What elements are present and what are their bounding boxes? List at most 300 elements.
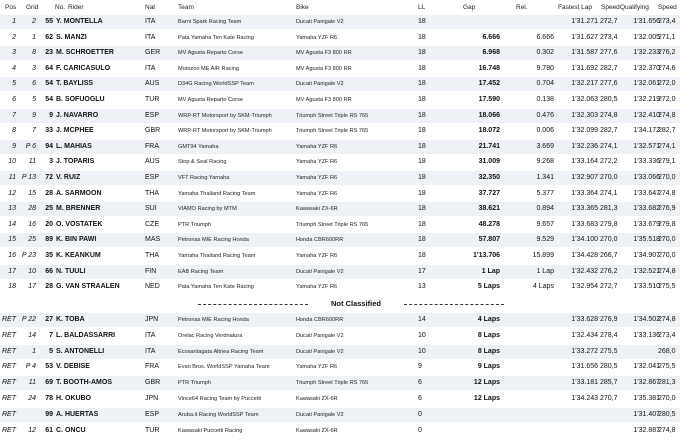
result-team: Yamaha Thailand Racing Team <box>178 190 256 197</box>
result-fastest: 1'31.627 <box>571 33 598 41</box>
result-bike: Yamaha YZF R6 <box>296 159 338 166</box>
dnf-speed: 280,5 <box>600 363 618 371</box>
dnf-qual: 1'35.381 <box>633 395 660 402</box>
result-rel: 9.780 <box>536 64 554 72</box>
dnf-team: Orelac Racing Verdnatura <box>178 332 243 339</box>
result-row <box>0 109 680 123</box>
result-nat: THA <box>145 252 159 259</box>
result-grid: 25 <box>28 236 36 244</box>
dnf-no: 99 <box>45 410 53 418</box>
result-pos: 6 <box>12 96 16 103</box>
result-bike: Honda CBR600RR <box>296 237 344 244</box>
result-grid: 10 <box>28 267 36 275</box>
dnf-team: Petronas MIE Racing Honda <box>178 317 249 323</box>
dnf-gap: 12 Laps <box>473 395 500 402</box>
dnf-qual: 1'31.407 <box>633 410 660 418</box>
dnf-fastest: 1'32.434 <box>571 331 598 339</box>
result-rider: L. MAHIAS <box>56 142 92 150</box>
dnf-qual: 1'34.502 <box>633 316 660 323</box>
result-pos: 17 <box>8 267 16 275</box>
dnf-ll: 6 <box>418 379 422 387</box>
result-speed: 272,7 <box>600 18 618 25</box>
dnf-nat: JPN <box>145 395 159 402</box>
dnf-bike: Kawasaki ZX-6R <box>296 396 338 402</box>
dnf-speed: 275,5 <box>600 347 618 355</box>
result-gap: 1 Lap <box>481 267 500 275</box>
result-rider: J. TOPARIS <box>56 158 95 166</box>
dnf-qual: 1'32.041 <box>633 363 660 371</box>
result-row <box>0 31 680 45</box>
result-row <box>0 171 680 185</box>
result-grid: 3 <box>32 64 36 72</box>
result-nat: GER <box>145 49 161 57</box>
result-ll: 18 <box>418 220 426 228</box>
result-team: Stop & Seal Racing <box>178 159 227 166</box>
dnf-grid: 24 <box>28 395 36 402</box>
result-fastest: 1'32.303 <box>571 111 598 119</box>
dnf-row <box>0 329 680 343</box>
result-team: WRP-RT Motorsport by SKM-Triumph <box>178 112 272 119</box>
dnf-pos: RET <box>2 426 16 434</box>
result-gap: 17.452 <box>478 80 500 88</box>
dnf-fastest: 1'33.272 <box>571 347 598 355</box>
result-speed: 274,1 <box>600 142 618 150</box>
result-rel: 1.341 <box>536 174 554 181</box>
result-ll: 18 <box>418 142 426 150</box>
result-fastest: 1'34.100 <box>571 236 598 244</box>
result-fastest: 1'32.432 <box>571 267 598 275</box>
result-no: 3 <box>49 158 53 166</box>
dnf-pos: RET <box>2 316 16 323</box>
result-pos: 1 <box>12 18 16 25</box>
dnf-pos: RET <box>2 347 16 355</box>
result-bike: Triumph Street Triple RS 765 <box>296 112 369 119</box>
dnf-grid: 1 <box>32 347 36 355</box>
header-bike: Bike <box>296 4 309 11</box>
dnf-team: Kawasaki Puccetti Racing <box>178 427 243 434</box>
dnf-no: 53 <box>45 363 53 371</box>
result-nat: ITA <box>145 33 156 41</box>
result-team: D34G Racing WorldSSP Team <box>178 81 254 88</box>
result-bike: Yamaha YZF R6 <box>296 143 338 150</box>
result-speed: 270,0 <box>600 174 618 181</box>
result-no: 54 <box>45 96 53 103</box>
result-grid: 2 <box>32 18 36 25</box>
result-bike: Yamaha YZF R6 <box>296 284 338 291</box>
result-no: 54 <box>45 80 53 88</box>
result-grid: 9 <box>32 111 36 119</box>
result-fastest: 1'34.428 <box>571 252 598 259</box>
result-speed: 273,4 <box>600 33 618 41</box>
result-nat: CZE <box>145 220 159 228</box>
dnf-rider: C. ONCU <box>56 426 86 434</box>
dnf-no: 78 <box>45 395 53 402</box>
result-speed: 276,2 <box>600 267 618 275</box>
result-ll: 18 <box>418 64 426 72</box>
result-rider: G. VAN STRAALEN <box>56 283 120 291</box>
result-qspeed: 274,8 <box>658 189 676 197</box>
header-rider: Rider <box>68 4 84 11</box>
dnf-gap: 9 Laps <box>477 363 500 371</box>
result-rel: 0.006 <box>536 127 554 135</box>
result-pos: 9 <box>12 142 16 150</box>
dnf-no: 27 <box>45 316 53 323</box>
result-fastest: 1'33.164 <box>571 158 598 166</box>
result-ll: 18 <box>418 96 426 103</box>
header-team: Team <box>178 4 194 11</box>
result-rider: S. MANZI <box>56 33 87 41</box>
divider-line-right <box>404 304 504 305</box>
result-qspeed: 270,0 <box>658 236 676 244</box>
result-nat: AUS <box>145 158 160 166</box>
result-pos: 3 <box>12 49 16 57</box>
result-qual: 1'34.172 <box>633 127 660 135</box>
result-rel: 0.138 <box>536 96 554 103</box>
dnf-rider: V. DEBISE <box>56 363 90 371</box>
result-qspeed: 282,7 <box>658 127 676 135</box>
result-team: Motozoo ME AIR Racing <box>178 65 239 72</box>
result-rel: 0.704 <box>536 80 554 88</box>
result-no: 89 <box>45 236 53 244</box>
result-qual: 1'33.066 <box>633 174 660 181</box>
result-ll: 18 <box>418 205 426 213</box>
dnf-gap: 12 Laps <box>473 379 500 387</box>
result-row <box>0 249 680 263</box>
result-fastest: 1'32.236 <box>571 142 598 150</box>
result-fastest: 1'32.063 <box>571 96 598 103</box>
dnf-ll: 0 <box>418 426 422 434</box>
result-rider: K. BIN PAWI <box>56 236 97 244</box>
header-speed: Speed <box>601 4 620 11</box>
header-ll: LL <box>418 4 426 11</box>
result-grid: P 6 <box>25 142 36 150</box>
result-fastest: 1'33.683 <box>571 220 598 228</box>
dnf-qual: 1'33.136 <box>633 331 660 339</box>
result-gap: 21.741 <box>478 142 500 150</box>
result-nat: FRA <box>145 142 159 150</box>
result-rider: M. BRENNER <box>56 205 101 213</box>
result-ll: 13 <box>418 283 426 291</box>
dnf-bike: Yamaha YZF R6 <box>296 364 338 371</box>
dnf-speed: 270,7 <box>600 395 618 402</box>
header-pos: Pos <box>5 4 17 11</box>
result-gap: 31.009 <box>478 158 500 166</box>
result-nat: NED <box>145 283 160 291</box>
result-fastest: 1'33.365 <box>571 205 598 213</box>
result-gap: 1'13.706 <box>473 252 500 259</box>
result-speed: 280,5 <box>600 96 618 103</box>
result-qual: 1'33.679 <box>633 220 660 228</box>
result-no: 33 <box>45 127 53 135</box>
result-nat: ESP <box>145 111 160 119</box>
dnf-ll: 14 <box>418 316 426 323</box>
dnf-no: 61 <box>45 426 53 434</box>
result-grid: 1 <box>32 33 36 41</box>
result-nat: AUS <box>145 80 160 88</box>
result-row <box>0 46 680 60</box>
dnf-bike: Kawasaki ZX-6R <box>296 427 338 434</box>
result-fastest: 1'32.907 <box>571 174 598 181</box>
dnf-qspeed: 281,3 <box>658 379 676 387</box>
result-row <box>0 62 680 76</box>
dnf-bike: Ducati Panigale V2 <box>296 348 344 355</box>
dnf-qual: 1'32.887 <box>633 426 660 434</box>
result-team: PTR Triumph <box>178 221 211 228</box>
result-rel: 6.666 <box>536 33 554 41</box>
result-rider: B. SOFUOGLU <box>56 96 105 103</box>
result-rider: N. TUULI <box>56 267 86 275</box>
header-fastest-lap: Fastest Lap <box>558 4 592 11</box>
dnf-nat: GBR <box>145 379 161 387</box>
dnf-no: 5 <box>49 347 53 355</box>
dnf-grid: 14 <box>28 331 36 339</box>
result-speed: 274,8 <box>600 111 618 119</box>
result-rider: T. BAYLISS <box>56 80 94 88</box>
dnf-gap: 8 Laps <box>477 331 500 339</box>
dnf-fastest: 1'31.656 <box>571 363 598 371</box>
result-team: GMT94 Yamaha <box>178 143 219 150</box>
result-gap: 6.968 <box>482 49 500 57</box>
result-speed: 272,7 <box>600 283 618 291</box>
result-speed: 277,6 <box>600 80 618 88</box>
result-bike: Yamaha YZF R6 <box>296 190 338 197</box>
result-no: 23 <box>45 49 53 57</box>
dnf-team: Evan Bros. WorldSSP Yamaha Team <box>178 364 270 371</box>
dnf-nat: ESP <box>145 410 160 418</box>
dnf-ll: 10 <box>418 331 426 339</box>
dnf-row <box>0 392 680 406</box>
result-grid: 6 <box>32 80 36 88</box>
dnf-no: 69 <box>45 379 53 387</box>
result-bike: Ducati Panigale V2 <box>296 268 344 275</box>
result-no: 72 <box>45 174 53 181</box>
result-ll: 18 <box>418 49 426 57</box>
result-rider: Y. MONTELLA <box>56 18 103 25</box>
result-gap: 17.590 <box>478 96 500 103</box>
result-rider: J. MCPHEE <box>56 127 94 135</box>
result-rider: O. VOSTATEK <box>56 220 103 228</box>
result-qual: 1'32.061 <box>633 80 660 88</box>
result-row <box>0 77 680 91</box>
dnf-grid: 12 <box>28 426 36 434</box>
result-rider: F. CARICASULO <box>56 64 111 72</box>
dnf-team: Aruba.it Racing WorldSSP Team <box>178 411 259 418</box>
result-ll: 17 <box>418 267 426 275</box>
dnf-fastest: 1'33.628 <box>571 316 598 323</box>
result-ll: 18 <box>418 80 426 88</box>
result-grid: 8 <box>32 49 36 57</box>
result-nat: ESP <box>145 174 160 181</box>
result-no: 66 <box>45 267 53 275</box>
result-speed: 277,6 <box>600 49 618 57</box>
result-nat: THA <box>145 189 159 197</box>
result-rider: M. SCHROETTER <box>56 49 114 57</box>
result-bike: Yamaha YZF R6 <box>296 34 338 41</box>
result-qspeed: 274,8 <box>658 111 676 119</box>
result-no: 25 <box>45 205 53 213</box>
result-pos: 15 <box>8 236 16 244</box>
result-qspeed: 279,8 <box>658 220 676 228</box>
result-pos: 12 <box>8 189 16 197</box>
result-row <box>0 155 680 169</box>
dnf-gap: 8 Laps <box>477 347 500 355</box>
result-pos: 5 <box>12 80 16 88</box>
result-qual: 1'32.410 <box>633 111 660 119</box>
result-fastest: 1'32.954 <box>571 283 598 291</box>
result-rider: J. NAVARRO <box>56 111 99 119</box>
result-row <box>0 187 680 201</box>
result-gap: 48.278 <box>478 220 500 228</box>
result-no: 55 <box>45 18 53 25</box>
result-gap: 5 Laps <box>477 283 500 291</box>
result-qual: 1'33.510 <box>633 283 660 291</box>
result-grid: 15 <box>28 189 36 197</box>
result-rel: 0.476 <box>536 111 554 119</box>
result-qual: 1'32.571 <box>633 142 660 150</box>
result-pos: 10 <box>8 158 16 166</box>
result-bike: Kawasaki ZX-6R <box>296 206 338 213</box>
result-qspeed: 273,4 <box>658 18 676 25</box>
result-ll: 18 <box>418 189 426 197</box>
result-speed: 266,7 <box>600 252 618 259</box>
dnf-bike: Ducati Panigale V2 <box>296 332 344 339</box>
dnf-bike: Honda CBR600RR <box>296 317 344 323</box>
result-pos: 8 <box>12 127 16 135</box>
dnf-rider: A. HUERTAS <box>56 410 99 418</box>
dnf-qspeed: 268,0 <box>658 347 676 355</box>
result-row <box>0 233 680 247</box>
result-ll: 18 <box>418 252 426 259</box>
header-no: No. <box>55 4 66 11</box>
result-nat: GBR <box>145 127 161 135</box>
result-no: 20 <box>45 220 53 228</box>
result-gap: 32.350 <box>478 174 500 181</box>
dnf-qspeed: 270,0 <box>658 395 676 402</box>
dnf-ll: 10 <box>418 347 426 355</box>
result-no: 9 <box>49 111 53 119</box>
dnf-row <box>0 376 680 390</box>
result-pos: 14 <box>8 220 16 228</box>
result-gap: 6.666 <box>482 33 500 41</box>
result-team: VFT Racing Yamaha <box>178 175 230 181</box>
dnf-row <box>0 360 680 374</box>
dnf-rider: S. ANTONELLI <box>56 347 105 355</box>
result-gap: 18.066 <box>478 111 500 119</box>
result-speed: 272,2 <box>600 158 618 166</box>
result-nat: FIN <box>145 267 157 275</box>
result-bike: Ducati Panigale V2 <box>296 81 344 88</box>
result-pos: 18 <box>8 283 16 291</box>
dnf-nat: ITA <box>145 331 156 339</box>
result-fastest: 1'31.271 <box>571 18 598 25</box>
result-rider: A. SARMOON <box>56 189 102 197</box>
result-grid: 5 <box>32 96 36 103</box>
dnf-no: 7 <box>49 331 53 339</box>
header-qualifying: Qualifying <box>620 4 649 11</box>
result-team: EAB Racing Team <box>178 268 224 275</box>
result-rel: 0.302 <box>536 49 554 57</box>
result-qspeed: 271,1 <box>658 33 676 41</box>
result-bike: MV Agusta F3 800 RR <box>296 65 352 72</box>
result-ll: 18 <box>418 236 426 244</box>
result-bike: Triumph Street Triple RS 765 <box>296 221 369 228</box>
result-team: WRP-RT Motorsport by SKM-Triumph <box>178 128 272 135</box>
dnf-speed: 276,9 <box>600 316 618 323</box>
result-pos: 13 <box>8 205 16 213</box>
dnf-qspeed: 273,4 <box>658 331 676 339</box>
result-ll: 18 <box>418 18 426 25</box>
divider-line-left <box>198 304 308 305</box>
result-grid: 16 <box>28 220 36 228</box>
result-row <box>0 140 680 154</box>
result-ll: 18 <box>418 174 426 181</box>
result-no: 62 <box>45 33 53 41</box>
result-fastest: 1'31.587 <box>571 49 598 57</box>
result-qspeed: 270,0 <box>658 174 676 181</box>
result-team: Pata Yamaha Ten Kate Racing <box>178 284 254 291</box>
result-rel: 15.899 <box>532 252 554 259</box>
result-gap: 16.748 <box>478 64 500 72</box>
result-qspeed: 276,9 <box>658 205 676 213</box>
result-nat: ITA <box>145 18 156 25</box>
dnf-rider: T. BOOTH-AMOS <box>56 379 112 387</box>
dnf-nat: FRA <box>145 363 159 371</box>
result-qual: 1'33.647 <box>633 189 660 197</box>
result-nat: MAS <box>145 236 161 244</box>
dnf-team: Ecosantagata Altnea Racing Team <box>178 348 264 355</box>
result-team: Barni Spark Racing Team <box>178 19 242 25</box>
result-rel: 3.669 <box>536 142 554 150</box>
result-nat: TUR <box>145 96 160 103</box>
result-ll: 18 <box>418 33 426 41</box>
not-classified-label: Not Classified <box>310 298 402 310</box>
result-rel: 1 Lap <box>536 267 554 275</box>
result-qual: 1'31.656 <box>633 18 660 25</box>
dnf-pos: RET <box>2 379 16 387</box>
result-nat: SUI <box>145 205 157 213</box>
result-ll: 18 <box>418 158 426 166</box>
dnf-grid: P 22 <box>21 316 36 323</box>
result-bike: Ducati Panigale V2 <box>296 19 344 25</box>
result-nat: ITA <box>145 64 156 72</box>
result-qual: 1'33.336 <box>633 158 660 166</box>
result-ll: 18 <box>418 111 426 119</box>
header-gap: Gap <box>463 4 476 11</box>
result-no: 94 <box>45 142 53 150</box>
result-grid: 11 <box>28 158 36 166</box>
dnf-fastest: 1'34.243 <box>571 395 598 402</box>
result-row <box>0 93 680 107</box>
result-row <box>0 124 680 138</box>
dnf-grid: P 4 <box>25 363 36 371</box>
result-bike: Triumph Street Triple RS 765 <box>296 128 369 135</box>
result-ll: 18 <box>418 127 426 135</box>
result-team: MV Agusta Reparto Corse <box>178 97 243 103</box>
dnf-fastest: 1'33.181 <box>571 379 598 387</box>
result-fastest: 1'32.217 <box>571 80 598 88</box>
dnf-gap: 4 Laps <box>477 316 500 323</box>
result-speed: 281,3 <box>600 205 618 213</box>
result-speed: 274,1 <box>600 189 618 197</box>
dnf-bike: Triumph Street Triple RS 765 <box>296 380 369 387</box>
dnf-pos: RET <box>2 395 16 402</box>
result-team: Petronas MIE Racing Honda <box>178 237 249 244</box>
result-rel: 0.894 <box>536 205 554 213</box>
result-qual: 1'32.005 <box>633 33 660 41</box>
dnf-ll: 9 <box>418 363 422 371</box>
result-no: 28 <box>45 283 53 291</box>
result-qspeed: 279,1 <box>658 158 676 166</box>
